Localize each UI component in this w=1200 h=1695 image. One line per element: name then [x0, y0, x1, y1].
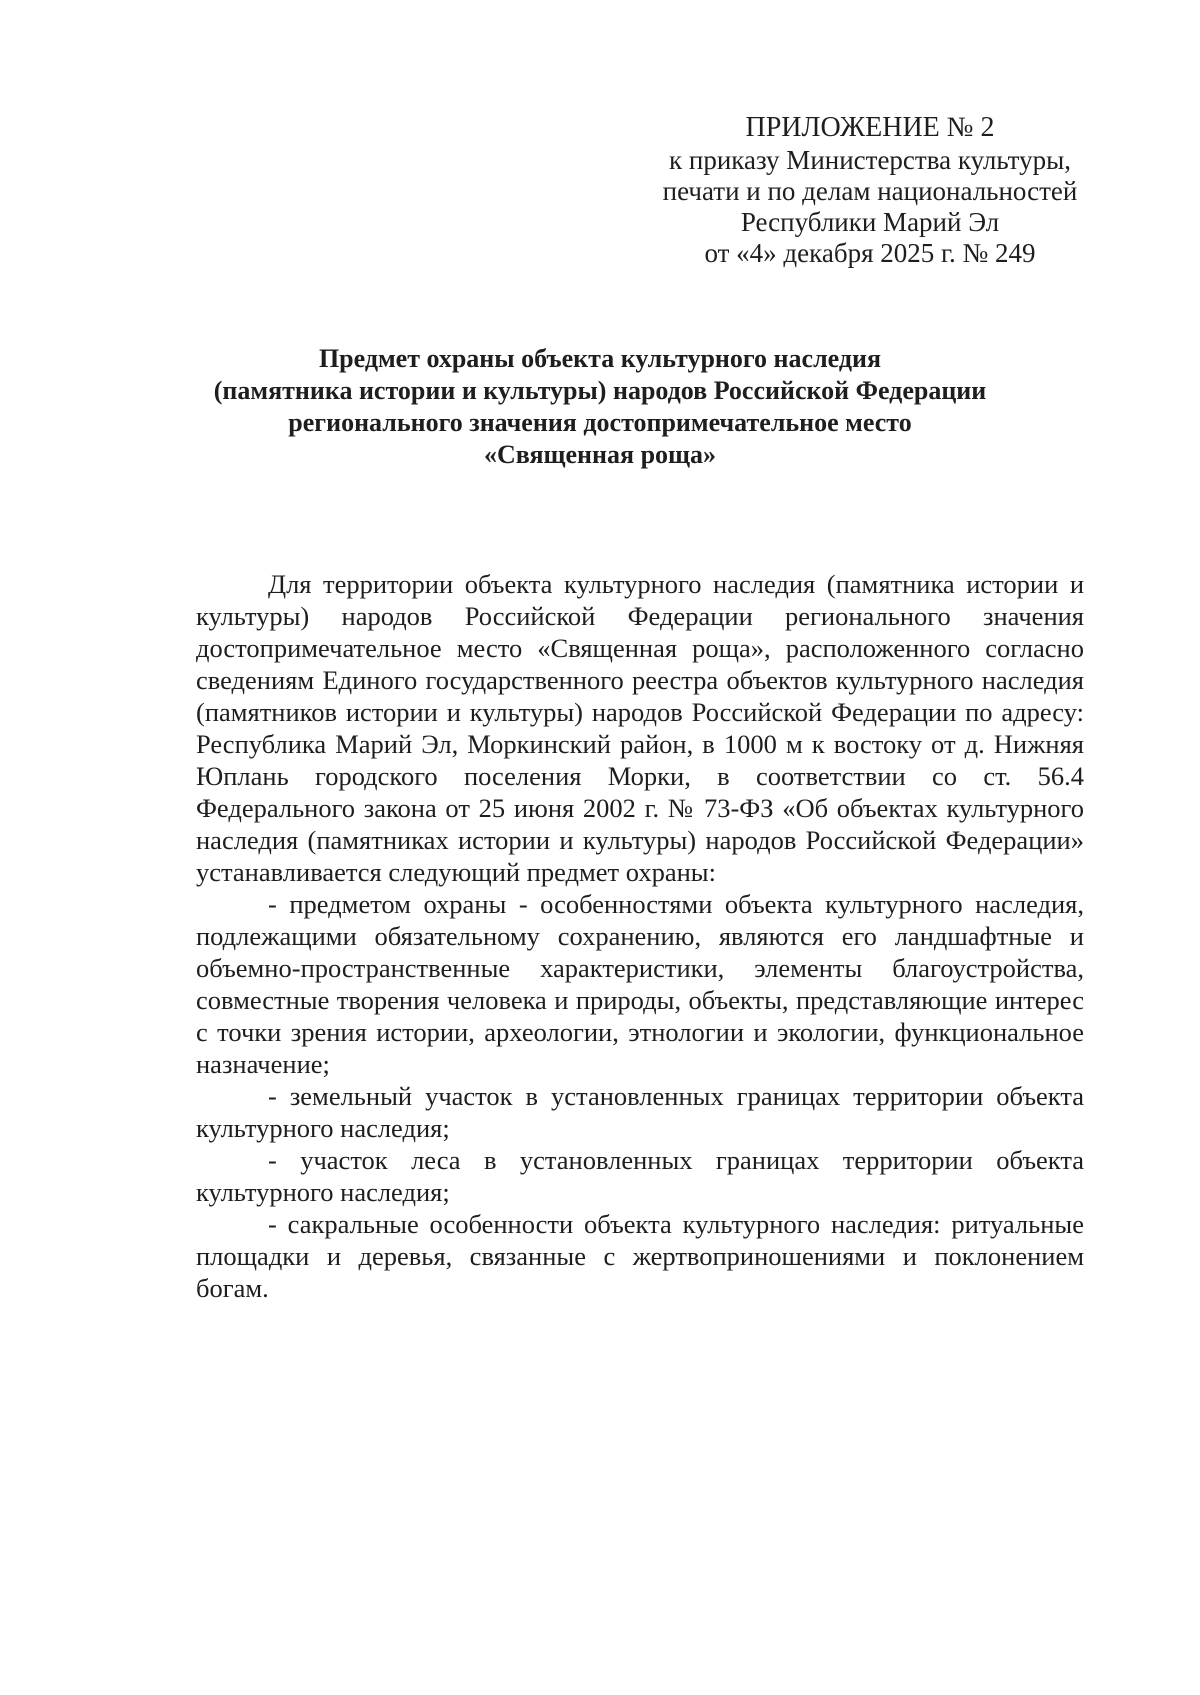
appendix-line-3: Республики Марий Эл	[740, 207, 1000, 237]
title-line-3: регионального значения достопримечательное место	[288, 408, 912, 437]
appendix-header	[640, 112, 1100, 269]
list-item: - предметом охраны - особенностями объекта культурного наследия, подлежащими обязательному сохранению, являются его ландшафтные и объемно-пространственные характеристики, элементы благоустройства, совместные творения человека и природы, объекты, представляющие интерес с точки зрения истории, археологии, этнологии и экологии, функциональное назначение;	[196, 889, 1084, 1079]
title-line-4: «Священная роща»	[484, 440, 716, 469]
title-line-1: Предмет охраны объекта культурного наследия	[318, 344, 882, 373]
document-body	[196, 568, 1084, 1304]
document-title	[150, 343, 1050, 471]
list-item: - участок леса в установленных границах территории объекта культурного наследия;	[196, 1145, 1084, 1207]
list-item: - земельный участок в установленных границах территории объекта культурного наследия;	[196, 1081, 1084, 1143]
list-item: - сакральные особенности объекта культурного наследия: ритуальные площадки и деревья, связанные с жертвоприношениями и поклонением богам.	[196, 1209, 1084, 1303]
intro-paragraph: Для территории объекта культурного наследия (памятника истории и культуры) народов Российской Федерации регионального значения достопримечательное место «Священная роща», расположенного согласно сведениям Единого государственного реестра объектов культурного наследия (памятников истории и культуры) народов Российской Федерации по адресу: Республика Марий Эл, Моркинский район, в 1000 м к востоку от д. Нижняя Юплань городского поселения Морки, в соответствии со ст. 56.4 Федерального закона от 25 июня 2002 г. № 73-ФЗ «Об объектах культурного наследия (памятниках истории и культуры) народов Российской Федерации» устанавливается следующий предмет охраны:	[196, 569, 1084, 887]
appendix-title: ПРИЛОЖЕНИЕ № 2	[745, 112, 995, 143]
appendix-line-1: к приказу Министерства культуры,	[669, 145, 1071, 175]
appendix-line-2: печати и по делам национальностей	[662, 176, 1078, 206]
appendix-line-4: от «4» декабря 2025 г. № 249	[704, 238, 1036, 268]
title-line-2: (памятника истории и культуры) народов Российской Федерации	[213, 376, 987, 405]
